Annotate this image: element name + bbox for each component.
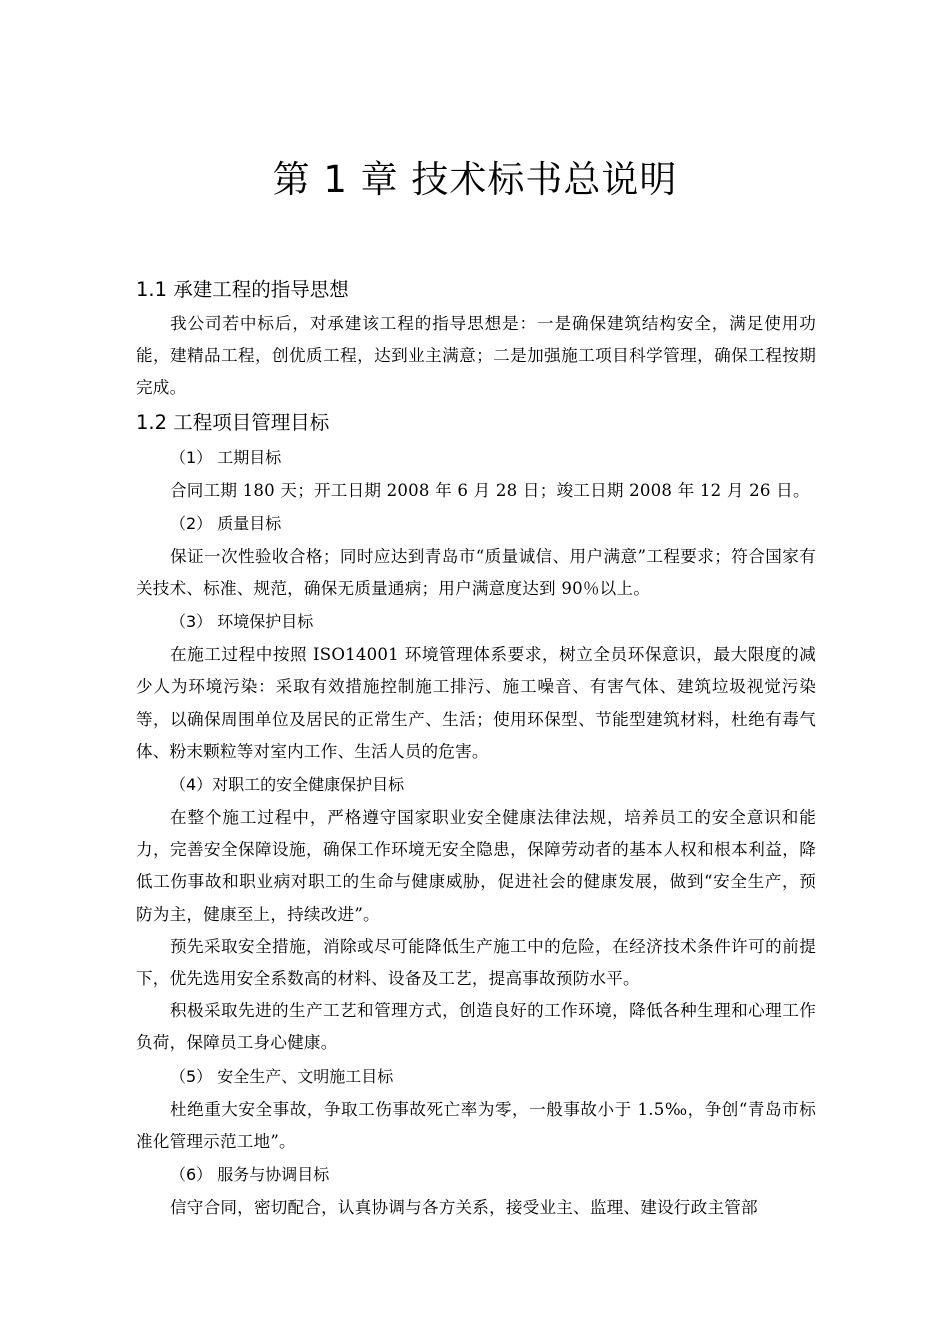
- subsection-heading: （1） 工期目标: [170, 447, 282, 467]
- subsection-environment-goal: [136, 605, 816, 768]
- subsection-health-safety-goal: [136, 768, 816, 1060]
- section-1-1: [136, 272, 816, 405]
- subsection-service-goal: [136, 1158, 816, 1224]
- subsection-heading: （4）对职工的安全健康保护目标: [170, 775, 405, 795]
- section-1-2: [136, 405, 816, 1225]
- paragraph: 预先采取安全措施，消除或尽可能降低生产施工中的危险，在经济技术条件许可的前提下，优先选用安全系数高的材料、设备及工艺，提高事故预防水平。: [136, 936, 816, 989]
- subsection-heading: （5） 安全生产、文明施工目标: [170, 1066, 394, 1086]
- subsection-heading: （3） 环境保护目标: [170, 612, 314, 632]
- paragraph: 积极采取先进的生产工艺和管理方式，创造良好的工作环境，降低各种生理和心理工作负荷，保障员工身心健康。: [136, 1001, 816, 1053]
- subsection-heading: （6） 服务与协调目标: [170, 1165, 330, 1185]
- paragraph: 保证一次性验收合格；同时应达到青岛市“质量诚信、用户满意”工程要求；符合国家有关技术、标准、规范，确保无质量通病；用户满意度达到 90％以上。: [136, 546, 816, 599]
- document-body: [136, 272, 816, 1224]
- subsection-heading: （2） 质量目标: [170, 513, 282, 533]
- subsection-quality-goal: [136, 507, 816, 605]
- paragraph: 信守合同，密切配合，认真协调与各方关系，接受业主、监理、建设行政主管部: [170, 1198, 758, 1218]
- section-heading: 1.1 承建工程的指导思想: [136, 278, 349, 301]
- paragraph: 在施工过程中按照 ISO14001 环境管理体系要求，树立全员环保意识，最大限度的减少人为环境污染：采取有效措施控制施工排污、施工噪音、有害气体、建筑垃圾视觉污染等，以确保周围单位及居民的正常生产、生活；使用环保型、节能型建筑材料，杜绝有毒气体、粉末颗粒等对室内工作、生活人员的危害。: [136, 645, 816, 761]
- chapter-title: 第 1 章 技术标书总说明: [272, 158, 678, 201]
- paragraph: 合同工期 180 天；开工日期 2008 年 6 月 28 日；竣工日期 2008 年 12 月 26 日。: [170, 480, 810, 500]
- paragraph: 我公司若中标后，对承建该工程的指导思想是：一是确保建筑结构安全，满足使用功能，建精品工程，创优质工程，达到业主满意；二是加强施工项目科学管理，确保工程按期完成。: [136, 314, 816, 398]
- subsection-schedule-goal: [136, 441, 816, 507]
- subsection-safe-production-goal: [136, 1060, 816, 1158]
- paragraph: 在整个施工过程中，严格遵守国家职业安全健康法律法规，培养员工的安全意识和能力，完善安全保障设施，确保工作环境无安全隐患，保障劳动者的基本人权和根本利益，降低工伤事故和职业病对职工的生命与健康威胁，促进社会的健康发展，做到“安全生产，预防为主，健康至上，持续改进”。: [136, 808, 816, 924]
- section-heading: 1.2 工程项目管理目标: [136, 410, 330, 434]
- paragraph: 杜绝重大安全事故，争取工伤事故死亡率为零，一般事故小于 1.5‰，争创“青岛市标准化管理示范工地”。: [136, 1099, 816, 1151]
